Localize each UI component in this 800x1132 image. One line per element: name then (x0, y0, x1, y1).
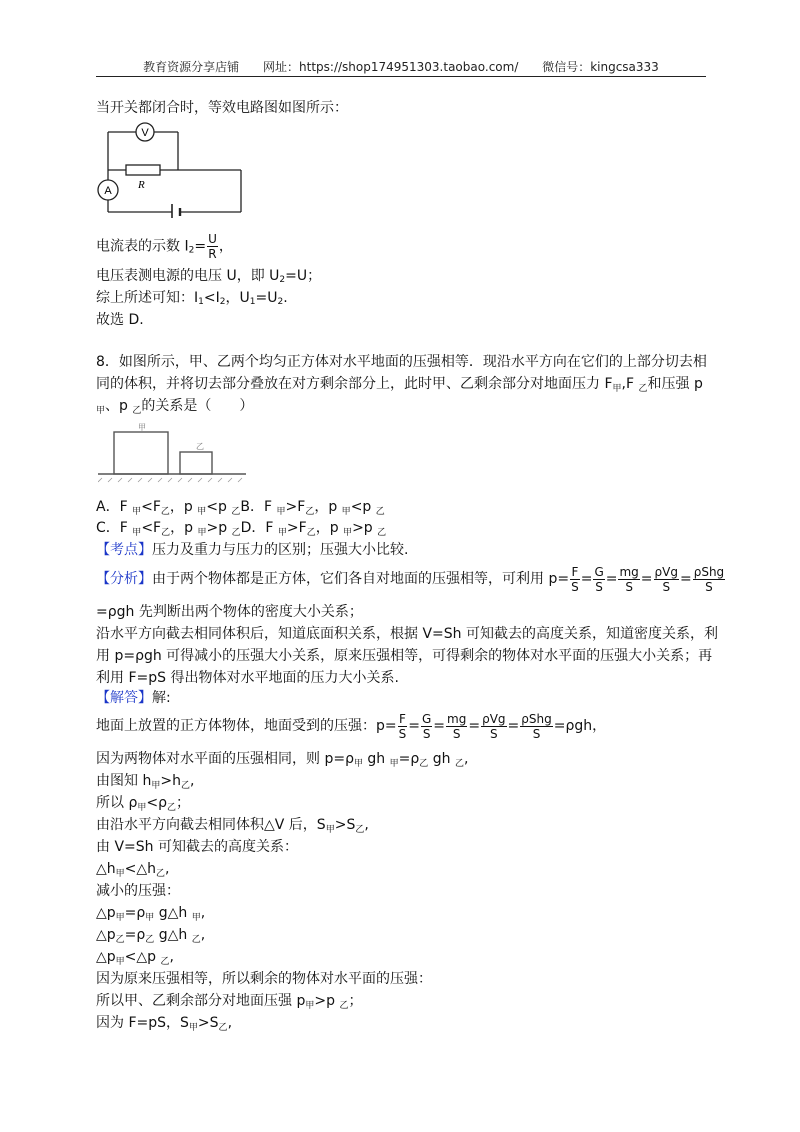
resistor-label: R (138, 179, 145, 191)
solution-line14: 因为 F=pS，$S_甲>S_乙$, (96, 1015, 233, 1033)
jieda-line: 【解答】解: (96, 690, 171, 706)
solution-line2: 因为两物体对水平面的压强相同，则 $p=\rho_甲$ gh $_甲=\rho_乙$ gh $_乙$, (96, 751, 469, 769)
option-c[interactable]: C．F $_甲<F_乙$，p $_甲$>p $_乙$ (96, 520, 241, 538)
shop-name: 教育资源分享店铺 (143, 60, 240, 74)
solution-line6: 由 V=Sh 可知截去的高度关系： (96, 839, 298, 855)
solution-line10: $\triangle p_乙=\rho_乙$ g△h $_乙$, (96, 927, 206, 945)
option-b[interactable]: B．F $_甲>F_乙$，p $_甲$<p $_乙$ (240, 499, 385, 517)
shop-url: 网址：https://shop174951303.taobao.com/ (263, 60, 519, 74)
cube-jia-label: 甲 (138, 423, 146, 432)
option-a[interactable]: A．F $_甲<F_乙$，p $_甲$<p $_乙$ (96, 499, 241, 517)
voltage-line: 电压表测电源的电压 U，即 $U_2=U$； (96, 268, 322, 285)
cubes-figure (98, 418, 248, 484)
prev-intro: 当开关都闭合时，等效电路图如图所示： (96, 100, 348, 116)
q8-stem-line1: 8．如图所示，甲、乙两个均匀正方体对水平地面的压强相等．现沿水平方向在它们的上部分切去相 (96, 354, 707, 370)
solution-line8: 减小的压强： (96, 883, 180, 899)
solution-line5: 由沿水平方向截去相同体积△V 后，$S_甲>S_乙$, (96, 817, 369, 835)
kaodian-line: 【考点】压力及重力与压力的区别；压强大小比较. (96, 542, 409, 558)
fenxi-line2: =ρgh 先判断出两个物体的密度大小关系； (96, 604, 363, 620)
circuit-diagram (96, 118, 246, 218)
current-reading-line: 电流表的示数 $I_2=$ $\frac{U}{R}$ ， (96, 232, 233, 261)
option-d[interactable]: D．F $_甲>F_乙$，p $_甲$>p $_乙$ (240, 520, 387, 538)
fenxi-tag: 【分析】 (96, 571, 152, 587)
solution-line3: 由图知 $h_甲>h_乙$, (96, 773, 195, 791)
q8-stem-line3: $_甲$、p $_乙$的关系是（ ） (96, 398, 254, 416)
voltmeter-label: V (141, 127, 149, 139)
header-divider (96, 76, 706, 77)
ammeter-label: A (104, 185, 112, 197)
solution-line13: 所以甲、乙剩余部分对地面压强 $p_甲>p$ $_乙$； (96, 993, 363, 1011)
page-header (96, 58, 706, 75)
summary-line: 综上所述可知：$I_1<I_2$，$U_1=U_2$. (96, 290, 288, 307)
fenxi-line1: 【分析】由于两个物体都是正方体，它们各自对地面的压强相等，可利用 p= $\frac{F}{S}$ = $\frac{G}{S}$ = $\frac{mg}{S}$ = $\frac{\text{ρVg}}{S}$ = $\frac{\text{ρShg}}{S}$ (96, 564, 725, 594)
fenxi-line3: 沿水平方向截去相同体积后，知道底面积关系，根据 V=Sh 可知截去的高度关系，知道密度关系，利 (96, 626, 718, 642)
jieda-tag: 【解答】 (96, 690, 152, 706)
solution-line1: 地面上放置的正方体物体，地面受到的压强：p= $\frac{F}{S}$ = $\frac{G}{S}$ = $\frac{mg}{S}$ = $\frac{\text{ρVg}}{S}$ = $\frac{\text{ρShg}}{S}$ =ρgh， (96, 711, 607, 741)
fenxi-line4: 用 p=ρgh 可得减小的压强大小关系，原来压强相等，可得剩余的物体对水平面的压强大小关系；再 (96, 648, 713, 664)
q8-stem-line2: 同的体积，并将切去部分叠放在对方剩余部分上，此时甲、乙剩余部分对地面压力 $F_甲,F$ $_乙$和压强 p (96, 376, 703, 394)
fraction-u-r: $\frac{U}{R}$ (208, 232, 217, 261)
cube-yi-label: 乙 (196, 442, 204, 451)
solution-line12: 因为原来压强相等，所以剩余的物体对水平面的压强： (96, 971, 432, 987)
wechat-id: 微信号：kingcsa333 (542, 60, 659, 74)
solution-line7: $\triangle h_甲<\triangle h_乙$, (96, 861, 170, 879)
kaodian-tag: 【考点】 (96, 542, 152, 558)
fenxi-line5: 利用 F=pS 得出物体对水平地面的压力大小关系. (96, 670, 399, 686)
solution-line11: $\triangle p_甲<\triangle p$ $_乙$, (96, 949, 174, 967)
prev-answer: 故选 D. (96, 312, 144, 328)
solution-line9: $\triangle p_甲=\rho_甲$ g△h $_甲$, (96, 905, 206, 923)
solution-line4: 所以 $\rho_甲<\rho_乙$； (96, 795, 190, 813)
